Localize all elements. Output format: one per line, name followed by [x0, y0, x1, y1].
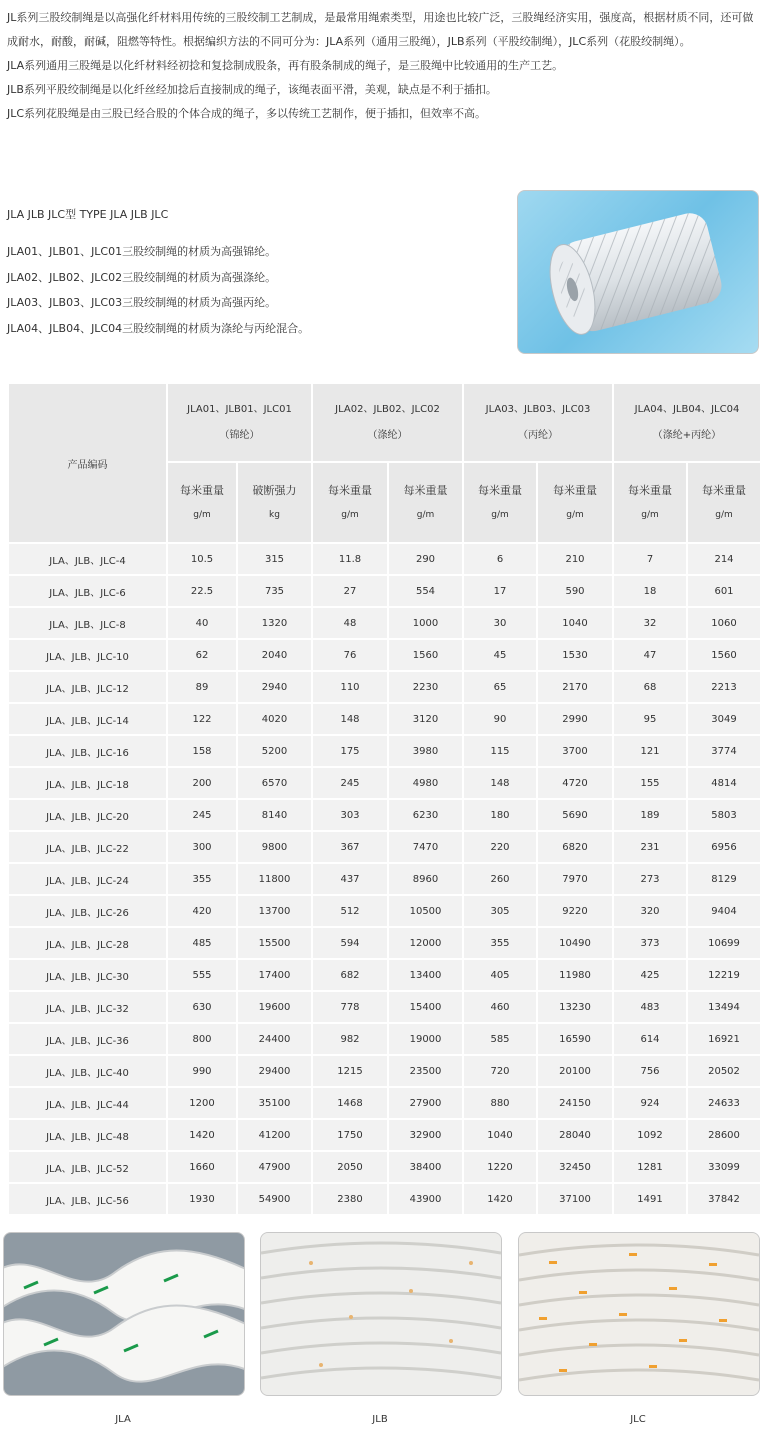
value-cell: 47	[614, 640, 686, 670]
column-header-label: 每米重量	[478, 483, 522, 497]
column-header-label: 破断强力	[252, 483, 297, 497]
table-row	[9, 992, 760, 1022]
value-cell: 24400	[238, 1024, 311, 1054]
value-cell: 682	[313, 960, 387, 990]
value-cell: 10699	[688, 928, 760, 958]
value-cell: 1220	[464, 1152, 536, 1182]
value-cell: 585	[464, 1024, 536, 1054]
value-cell: 11.8	[313, 544, 387, 574]
type-section	[7, 206, 507, 341]
value-cell: 40	[168, 608, 236, 638]
value-cell: 23500	[389, 1056, 462, 1086]
value-cell: 47900	[238, 1152, 311, 1182]
value-cell: 1660	[168, 1152, 236, 1182]
value-cell: 485	[168, 928, 236, 958]
value-cell: 720	[464, 1056, 536, 1086]
column-header	[538, 463, 612, 542]
value-cell: 13230	[538, 992, 612, 1022]
value-cell: 30	[464, 608, 536, 638]
table-header-row-groups	[9, 384, 760, 461]
table-row	[9, 576, 760, 606]
group-header-04	[614, 384, 760, 461]
column-header-unit: g/m	[491, 509, 509, 520]
photo-caption-jla: JLA	[115, 1414, 131, 1425]
value-cell: 90	[464, 704, 536, 734]
value-cell: 19600	[238, 992, 311, 1022]
value-cell: 1560	[688, 640, 760, 670]
value-cell: 220	[464, 832, 536, 862]
value-cell: 601	[688, 576, 760, 606]
column-header-label: 每米重量	[553, 483, 597, 497]
table-row	[9, 768, 760, 798]
intro-paragraph-jl: JL系列三股绞制绳是以高强化纤材料用传统的三股绞制工艺制成，是最常用绳索类型，用途也比较广泛，三股绳经济实用，强度高，根据材质不同，还可做成耐水，耐酸，耐碱，阻燃等特性。根据编织方法的不同可分为：JLA系列（通用三股绳），JLB系列（平股绞制绳），JLC系列（花股绞制绳）。	[7, 11, 754, 48]
value-cell: 630	[168, 992, 236, 1022]
product-code-cell: JLA、JLB、JLC-14	[9, 704, 166, 734]
intro-paragraph-jlb: JLB系列平股绞制绳是以化纤丝经加捻后直接制成的绳子，该绳表面平滑，美观，缺点是不利于插扣。	[7, 83, 497, 96]
value-cell: 4720	[538, 768, 612, 798]
column-header-unit: g/m	[566, 509, 584, 520]
product-code-cell: JLA、JLB、JLC-24	[9, 864, 166, 894]
column-header-label: 每米重量	[702, 483, 746, 497]
value-cell: 33099	[688, 1152, 760, 1182]
column-header-unit: g/m	[193, 509, 211, 520]
column-header-label: 每米重量	[328, 483, 372, 497]
product-code-cell: JLA、JLB、JLC-28	[9, 928, 166, 958]
table-row	[9, 928, 760, 958]
value-cell: 20502	[688, 1056, 760, 1086]
value-cell: 367	[313, 832, 387, 862]
value-cell: 210	[538, 544, 612, 574]
value-cell: 1420	[464, 1184, 536, 1214]
value-cell: 1468	[313, 1088, 387, 1118]
value-cell: 175	[313, 736, 387, 766]
value-cell: 1060	[688, 608, 760, 638]
value-cell: 2230	[389, 672, 462, 702]
value-cell: 555	[168, 960, 236, 990]
jla-rope-photo	[3, 1232, 245, 1396]
product-code-cell: JLA、JLB、JLC-56	[9, 1184, 166, 1214]
value-cell: 10490	[538, 928, 612, 958]
value-cell: 16590	[538, 1024, 612, 1054]
value-cell: 5803	[688, 800, 760, 830]
value-cell: 260	[464, 864, 536, 894]
value-cell: 3774	[688, 736, 760, 766]
value-cell: 20100	[538, 1056, 612, 1086]
value-cell: 43900	[389, 1184, 462, 1214]
value-cell: 19000	[389, 1024, 462, 1054]
value-cell: 2990	[538, 704, 612, 734]
value-cell: 15400	[389, 992, 462, 1022]
value-cell: 32900	[389, 1120, 462, 1150]
group-header-01	[168, 384, 311, 461]
value-cell: 27900	[389, 1088, 462, 1118]
table-row	[9, 864, 760, 894]
value-cell: 2050	[313, 1152, 387, 1182]
group-codes: JLA04、JLB04、JLC04	[634, 403, 740, 415]
value-cell: 4020	[238, 704, 311, 734]
column-header	[313, 463, 387, 542]
value-cell: 3120	[389, 704, 462, 734]
group-material: （锦纶）	[219, 429, 260, 441]
product-code-cell: JLA、JLB、JLC-26	[9, 896, 166, 926]
jlb-rope-photo	[260, 1232, 502, 1396]
value-cell: 990	[168, 1056, 236, 1086]
value-cell: 2213	[688, 672, 760, 702]
value-cell: 148	[313, 704, 387, 734]
value-cell: 7	[614, 544, 686, 574]
group-material: （涤纶）	[367, 429, 408, 441]
value-cell: 373	[614, 928, 686, 958]
intro-text	[7, 6, 755, 126]
value-cell: 1040	[464, 1120, 536, 1150]
value-cell: 1281	[614, 1152, 686, 1182]
value-cell: 425	[614, 960, 686, 990]
column-header-label: 每米重量	[628, 483, 672, 497]
group-codes: JLA03、JLB03、JLC03	[485, 403, 591, 415]
table-row	[9, 640, 760, 670]
group-material: （涤纶+丙纶）	[652, 429, 722, 441]
value-cell: 1040	[538, 608, 612, 638]
value-cell: 189	[614, 800, 686, 830]
value-cell: 1320	[238, 608, 311, 638]
value-cell: 13700	[238, 896, 311, 926]
value-cell: 12000	[389, 928, 462, 958]
rope-spool-illustration	[518, 191, 758, 353]
product-code-cell: JLA、JLB、JLC-48	[9, 1120, 166, 1150]
value-cell: 48	[313, 608, 387, 638]
value-cell: 6956	[688, 832, 760, 862]
column-header	[389, 463, 462, 542]
table-row	[9, 1024, 760, 1054]
value-cell: 2170	[538, 672, 612, 702]
value-cell: 590	[538, 576, 612, 606]
group-header-03	[464, 384, 612, 461]
value-cell: 273	[614, 864, 686, 894]
value-cell: 17400	[238, 960, 311, 990]
product-code-cell: JLA、JLB、JLC-10	[9, 640, 166, 670]
table-row	[9, 1120, 760, 1150]
value-cell: 89	[168, 672, 236, 702]
value-cell: 982	[313, 1024, 387, 1054]
value-cell: 27	[313, 576, 387, 606]
value-cell: 7970	[538, 864, 612, 894]
column-header-unit: kg	[269, 509, 280, 520]
table-row	[9, 896, 760, 926]
value-cell: 512	[313, 896, 387, 926]
column-header-unit: g/m	[641, 509, 659, 520]
value-cell: 4814	[688, 768, 760, 798]
value-cell: 320	[614, 896, 686, 926]
table-row	[9, 832, 760, 862]
value-cell: 8129	[688, 864, 760, 894]
value-cell: 6	[464, 544, 536, 574]
table-row	[9, 1088, 760, 1118]
value-cell: 45	[464, 640, 536, 670]
value-cell: 1000	[389, 608, 462, 638]
product-code-cell: JLA、JLB、JLC-6	[9, 576, 166, 606]
table-body	[9, 544, 760, 1214]
table-row	[9, 672, 760, 702]
column-header-label: 每米重量	[403, 483, 448, 497]
value-cell: 355	[168, 864, 236, 894]
value-cell: 437	[313, 864, 387, 894]
value-cell: 16921	[688, 1024, 760, 1054]
product-code-cell: JLA、JLB、JLC-22	[9, 832, 166, 862]
value-cell: 28040	[538, 1120, 612, 1150]
jlb-rope-illustration	[261, 1233, 501, 1395]
type-heading: JLA JLB JLC型 TYPE JLA JLB JLC	[7, 208, 169, 221]
value-cell: 1215	[313, 1056, 387, 1086]
table-row	[9, 960, 760, 990]
value-cell: 9404	[688, 896, 760, 926]
value-cell: 10500	[389, 896, 462, 926]
table-row	[9, 1152, 760, 1182]
value-cell: 24633	[688, 1088, 760, 1118]
value-cell: 231	[614, 832, 686, 862]
table-row	[9, 800, 760, 830]
product-code-cell: JLA、JLB、JLC-30	[9, 960, 166, 990]
value-cell: 2040	[238, 640, 311, 670]
value-cell: 245	[313, 768, 387, 798]
value-cell: 924	[614, 1088, 686, 1118]
table-row	[9, 1184, 760, 1214]
value-cell: 8960	[389, 864, 462, 894]
value-cell: 37100	[538, 1184, 612, 1214]
product-code-header: 产品编码	[9, 384, 166, 542]
value-cell: 214	[688, 544, 760, 574]
table-row	[9, 544, 760, 574]
column-header	[464, 463, 536, 542]
value-cell: 6230	[389, 800, 462, 830]
value-cell: 13494	[688, 992, 760, 1022]
column-header-unit: g/m	[341, 509, 359, 520]
value-cell: 355	[464, 928, 536, 958]
value-cell: 3700	[538, 736, 612, 766]
value-cell: 7470	[389, 832, 462, 862]
value-cell: 303	[313, 800, 387, 830]
column-header	[238, 463, 311, 542]
value-cell: 68	[614, 672, 686, 702]
spec-table	[7, 382, 761, 1216]
value-cell: 110	[313, 672, 387, 702]
value-cell: 121	[614, 736, 686, 766]
value-cell: 29400	[238, 1056, 311, 1086]
table-row	[9, 736, 760, 766]
value-cell: 65	[464, 672, 536, 702]
product-code-cell: JLA、JLB、JLC-20	[9, 800, 166, 830]
value-cell: 756	[614, 1056, 686, 1086]
photo-caption-jlb: JLB	[372, 1414, 388, 1425]
value-cell: 1930	[168, 1184, 236, 1214]
value-cell: 62	[168, 640, 236, 670]
value-cell: 13400	[389, 960, 462, 990]
value-cell: 15500	[238, 928, 311, 958]
intro-paragraph-jlc: JLC系列花股绳是由三股已经合股的个体合成的绳子，多以传统工艺制作，便于插扣，但效率不高。	[7, 107, 487, 120]
value-cell: 483	[614, 992, 686, 1022]
product-code-cell: JLA、JLB、JLC-32	[9, 992, 166, 1022]
value-cell: 2380	[313, 1184, 387, 1214]
product-code-cell: JLA、JLB、JLC-52	[9, 1152, 166, 1182]
value-cell: 54900	[238, 1184, 311, 1214]
value-cell: 9220	[538, 896, 612, 926]
value-cell: 6820	[538, 832, 612, 862]
group-material: （丙纶）	[518, 429, 558, 441]
value-cell: 158	[168, 736, 236, 766]
value-cell: 315	[238, 544, 311, 574]
value-cell: 305	[464, 896, 536, 926]
column-header	[614, 463, 686, 542]
value-cell: 554	[389, 576, 462, 606]
value-cell: 5690	[538, 800, 612, 830]
rope-spool-image	[517, 190, 759, 354]
group-header-02	[313, 384, 462, 461]
value-cell: 28600	[688, 1120, 760, 1150]
value-cell: 614	[614, 1024, 686, 1054]
value-cell: 1200	[168, 1088, 236, 1118]
material-line-03: JLA03、JLB03、JLC03三股绞制绳的材质为高强丙纶。	[7, 296, 277, 309]
product-code-cell: JLA、JLB、JLC-40	[9, 1056, 166, 1086]
value-cell: 41200	[238, 1120, 311, 1150]
value-cell: 4980	[389, 768, 462, 798]
value-cell: 405	[464, 960, 536, 990]
value-cell: 778	[313, 992, 387, 1022]
value-cell: 1530	[538, 640, 612, 670]
value-cell: 37842	[688, 1184, 760, 1214]
value-cell: 115	[464, 736, 536, 766]
material-line-01: JLA01、JLB01、JLC01三股绞制绳的材质为高强锦纶。	[7, 245, 277, 258]
value-cell: 594	[313, 928, 387, 958]
value-cell: 10.5	[168, 544, 236, 574]
value-cell: 1092	[614, 1120, 686, 1150]
value-cell: 3049	[688, 704, 760, 734]
value-cell: 1491	[614, 1184, 686, 1214]
value-cell: 2940	[238, 672, 311, 702]
value-cell: 460	[464, 992, 536, 1022]
group-codes: JLA02、JLB02、JLC02	[335, 403, 440, 415]
value-cell: 38400	[389, 1152, 462, 1182]
value-cell: 880	[464, 1088, 536, 1118]
value-cell: 245	[168, 800, 236, 830]
value-cell: 17	[464, 576, 536, 606]
value-cell: 32	[614, 608, 686, 638]
group-codes: JLA01、JLB01、JLC01	[187, 403, 292, 415]
value-cell: 11800	[238, 864, 311, 894]
value-cell: 1750	[313, 1120, 387, 1150]
column-header-unit: g/m	[416, 509, 435, 520]
value-cell: 1420	[168, 1120, 236, 1150]
product-code-cell: JLA、JLB、JLC-8	[9, 608, 166, 638]
value-cell: 95	[614, 704, 686, 734]
value-cell: 24150	[538, 1088, 612, 1118]
product-code-cell: JLA、JLB、JLC-16	[9, 736, 166, 766]
product-code-cell: JLA、JLB、JLC-12	[9, 672, 166, 702]
table-row	[9, 608, 760, 638]
value-cell: 300	[168, 832, 236, 862]
column-header-unit: g/m	[715, 509, 733, 520]
column-header	[168, 463, 236, 542]
value-cell: 5200	[238, 736, 311, 766]
value-cell: 35100	[238, 1088, 311, 1118]
material-line-02: JLA02、JLB02、JLC02三股绞制绳的材质为高强涤纶。	[7, 270, 277, 284]
table-row	[9, 1056, 760, 1086]
material-line-04: JLA04、JLB04、JLC04三股绞制绳的材质为涤纶与丙纶混合。	[7, 321, 310, 335]
value-cell: 32450	[538, 1152, 612, 1182]
value-cell: 122	[168, 704, 236, 734]
photo-caption-jlc: JLC	[630, 1414, 646, 1425]
value-cell: 11980	[538, 960, 612, 990]
product-code-cell: JLA、JLB、JLC-4	[9, 544, 166, 574]
product-code-cell: JLA、JLB、JLC-44	[9, 1088, 166, 1118]
table-row	[9, 704, 760, 734]
product-code-cell: JLA、JLB、JLC-36	[9, 1024, 166, 1054]
value-cell: 76	[313, 640, 387, 670]
value-cell: 200	[168, 768, 236, 798]
value-cell: 3980	[389, 736, 462, 766]
column-header-label: 每米重量	[180, 483, 224, 497]
value-cell: 18	[614, 576, 686, 606]
value-cell: 290	[389, 544, 462, 574]
value-cell: 6570	[238, 768, 311, 798]
jlc-rope-illustration	[519, 1233, 759, 1395]
value-cell: 155	[614, 768, 686, 798]
value-cell: 180	[464, 800, 536, 830]
intro-paragraph-jla: JLA系列通用三股绳是以化纤材料经初捻和复捻制成股条，再有股条制成的绳子，是三股绳中比较通用的生产工艺。	[7, 59, 564, 72]
value-cell: 1560	[389, 640, 462, 670]
value-cell: 9800	[238, 832, 311, 862]
value-cell: 22.5	[168, 576, 236, 606]
value-cell: 12219	[688, 960, 760, 990]
value-cell: 800	[168, 1024, 236, 1054]
column-header	[688, 463, 760, 542]
jla-rope-illustration	[4, 1233, 244, 1395]
value-cell: 735	[238, 576, 311, 606]
jlc-rope-photo	[518, 1232, 760, 1396]
value-cell: 8140	[238, 800, 311, 830]
value-cell: 420	[168, 896, 236, 926]
product-code-cell: JLA、JLB、JLC-18	[9, 768, 166, 798]
value-cell: 148	[464, 768, 536, 798]
